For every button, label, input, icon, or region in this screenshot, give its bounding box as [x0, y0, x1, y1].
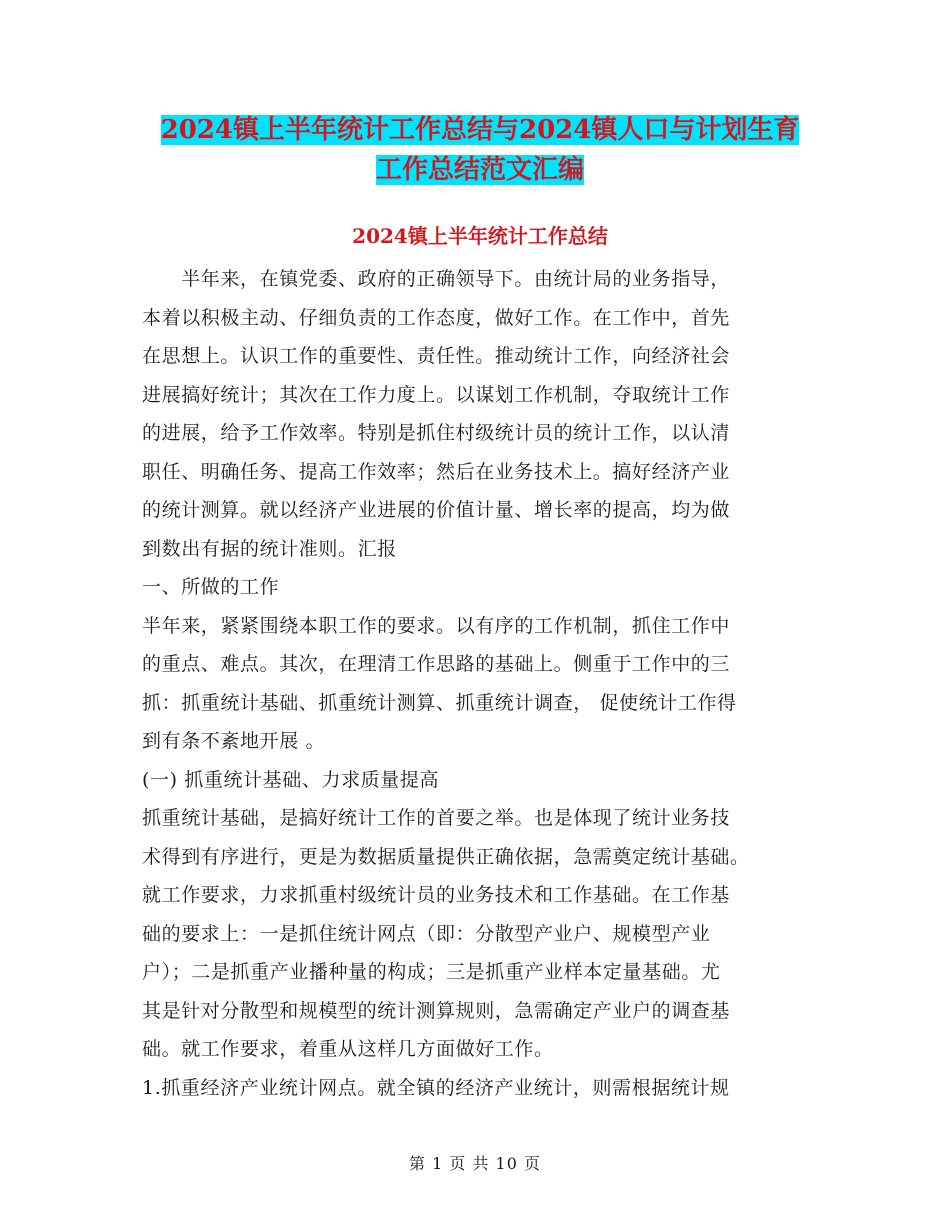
- body-line: 的进展，给予工作效率。特别是抓住村级统计员的统计工作，以认清: [142, 422, 731, 444]
- document-title-line-1: 2024镇上半年统计工作总结与2024镇人口与计划生育: [160, 115, 800, 145]
- body-line: 1.抓重经济产业统计网点。就全镇的经济产业统计，则需根据统计规: [142, 1076, 730, 1099]
- body-line: 进展搞好统计；其次在工作力度上。以谋划工作机制，夺取统计工作: [142, 383, 731, 406]
- body-line: 础。就工作要求，着重从这样几方面做好工作。: [142, 1038, 554, 1060]
- body-line: 就工作要求，力求抓重村级统计员的业务技术和工作基础。在工作基: [142, 884, 731, 906]
- body-line: 其是针对分散型和规模型的统计测算规则，急需确定产业户的调查基: [142, 999, 731, 1022]
- body-line: 本着以积极主动、仔细负责的工作态度，做好工作。在工作中，首先: [142, 306, 731, 329]
- heading-line: 一、所做的工作: [142, 576, 280, 598]
- body-line: 半年来，紧紧围绕本职工作的要求。以有序的工作机制，抓住工作中: [142, 614, 731, 637]
- body-line: 的统计测算。就以经济产业进展的价值计量、增长率的提高，均为做: [142, 499, 731, 521]
- body-line: 到数出有据的统计准则。汇报: [142, 537, 397, 560]
- body-line: 术得到有序进行，更是为数据质量提供正确依据，急需奠定统计基础。: [142, 845, 750, 868]
- heading-line: (一) 抓重统计基础、力求质量提高: [142, 768, 440, 791]
- body-line: 职任、明确任务、提高工作效率；然后在业务技术上。搞好经济产业: [142, 460, 731, 483]
- body-line: 抓：抓重统计基础、抓重统计测算、抓重统计调查， 促使统计工作得: [142, 691, 737, 714]
- body-line: 在思想上。认识工作的重要性、责任性。推动统计工作，向经济社会: [142, 345, 731, 367]
- body-line: 的重点、难点。其次，在理清工作思路的基础上。侧重于工作中的三: [142, 653, 731, 675]
- body-line: 半年来，在镇党委、政府的正确领导下。由统计局的业务指导，: [142, 268, 731, 290]
- body-line: 抓重统计基础，是搞好统计工作的首要之举。也是体现了统计业务技: [142, 807, 731, 829]
- document-title: [140, 110, 820, 190]
- section-title: 2024镇上半年统计工作总结: [352, 224, 608, 248]
- body-line: 础的要求上：一是抓住统计网点（即：分散型产业户、规模型产业: [142, 922, 711, 945]
- document-title-line-2: 工作总结范文汇编: [375, 155, 584, 185]
- page-number-footer: 第 1 页 共 10 页: [409, 1154, 541, 1173]
- body-line: 到有条不紊地开展 。: [142, 730, 326, 752]
- body-line: 户）；二是抓重产业播种量的构成；三是抓重产业样本定量基础。尤: [142, 961, 721, 983]
- body-text: [142, 260, 810, 1107]
